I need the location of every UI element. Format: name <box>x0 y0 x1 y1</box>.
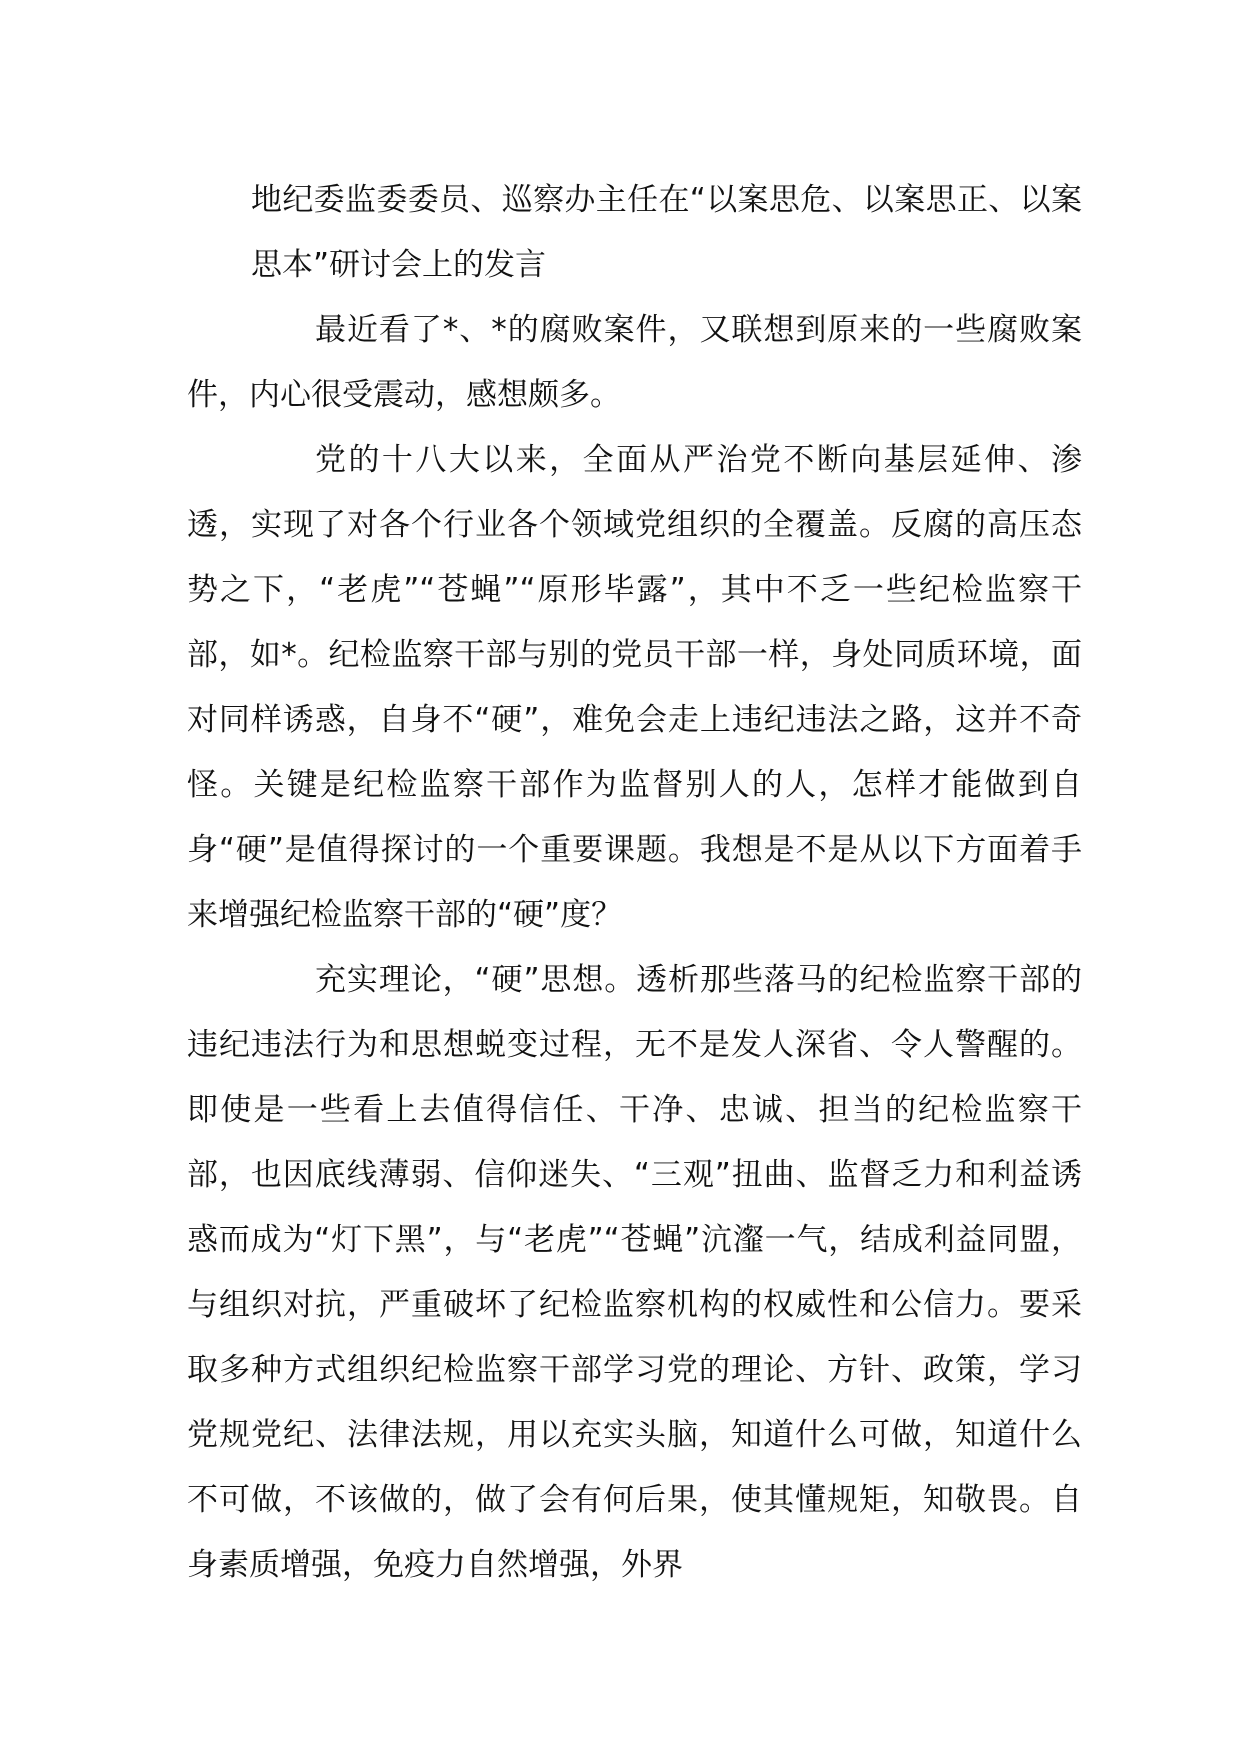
document-body <box>187 168 1082 1598</box>
paragraph-background: 党的十八大以来，全面从严治党不断向基层延伸、渗透，实现了对各个行业各个领域党组织的全覆盖。反腐的高压态势之下，“老虎”“苍蝇”“原形毕露”，其中不乏一些纪检监察干部，如*。纪检监察干部与别的党员干部一样，身处同质环境，面对同样诱惑，自身不“硬”，难免会走上违纪违法之路，这并不奇怪。关键是纪检监察干部作为监督别人的人，怎样才能做到自身“硬”是值得探讨的一个重要课题。我想是不是从以下方面着手来增强纪检监察干部的“硬”度？ <box>187 442 1082 933</box>
speech-title: 地纪委监委委员、巡察办主任在“以案思危、以案思正、以案思本”研讨会上的发言 <box>251 182 1082 283</box>
paragraph-theory: 充实理论，“硬”思想。透析那些落马的纪检监察干部的违纪违法行为和思想蜕变过程，无不是发人深省、令人警醒的。即使是一些看上去值得信任、干净、忠诚、担当的纪检监察干部，也因底线薄弱、信仰迷失、“三观”扭曲、监督乏力和利益诱惑而成为“灯下黑”，与“老虎”“苍蝇”沆瀣一气，结成利益同盟，与组织对抗，严重破坏了纪检监察机构的权威性和公信力。要采取多种方式组织纪检监察干部学习党的理论、方针、政策，学习党规党纪、法律法规，用以充实头脑，知道什么可做，知道什么不可做，不该做的，做了会有何后果，使其懂规矩，知敬畏。自身素质增强，免疫力自然增强，外界 <box>187 962 1082 1583</box>
paragraph-intro: 最近看了*、*的腐败案件，又联想到原来的一些腐败案件，内心很受震动，感想颇多。 <box>187 312 1082 413</box>
